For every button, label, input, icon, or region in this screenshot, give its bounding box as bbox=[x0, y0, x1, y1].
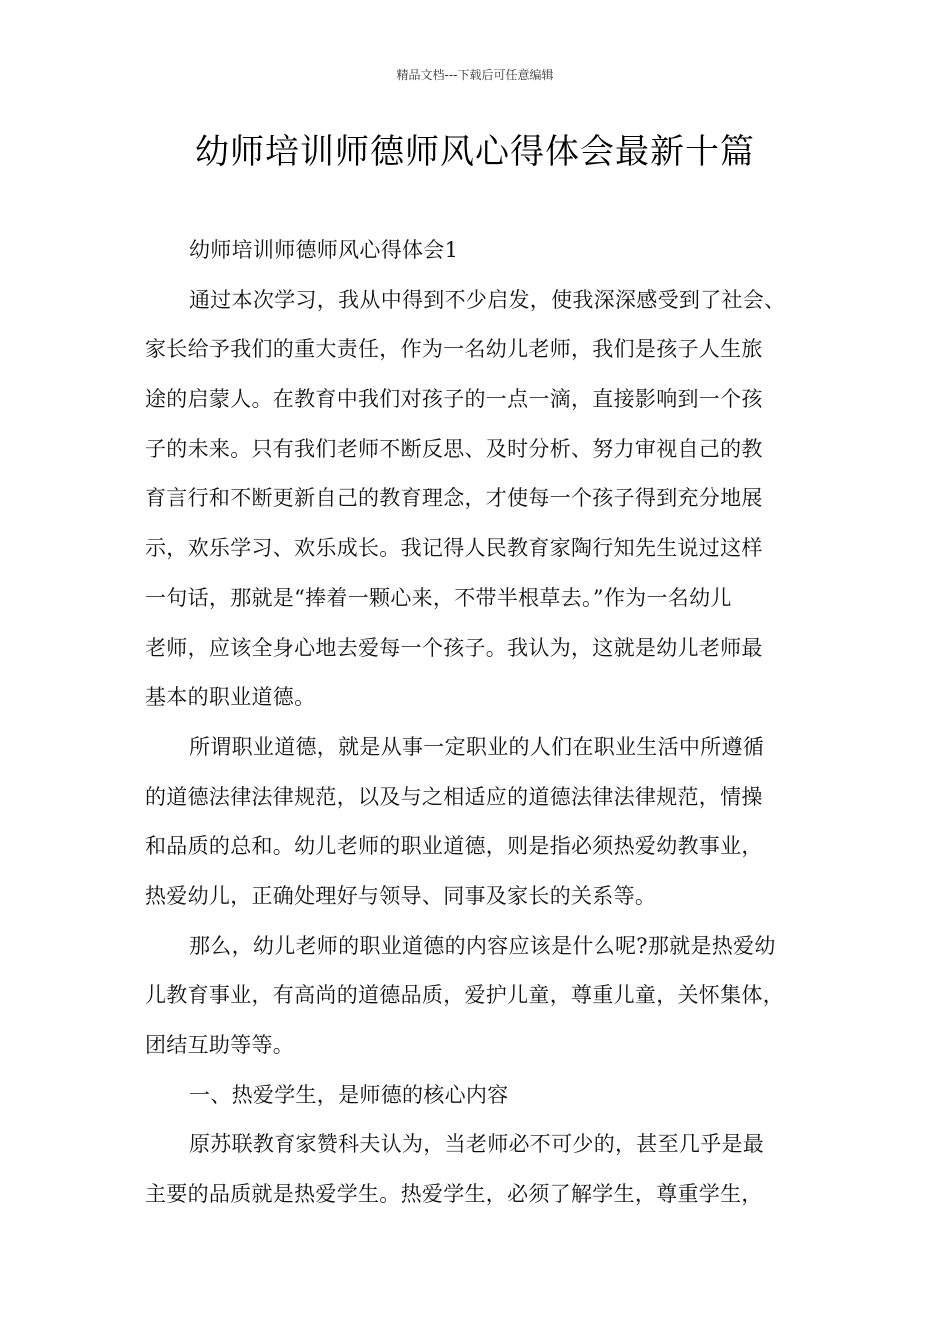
section-heading: 幼师培训师德师风心得体会1 bbox=[189, 238, 459, 262]
paragraph-line: 原苏联教育家赞科夫认为，当老师必不可少的，甚至几乎是最 bbox=[189, 1132, 765, 1157]
paragraph-line: 子的未来。只有我们老师不断反思、及时分析、努力审视自己的教 bbox=[145, 436, 763, 461]
paragraph-line: 通过本次学习，我从中得到不少启发，使我深深感受到了社会、 bbox=[189, 287, 786, 312]
paragraph-line: 基本的职业道德。 bbox=[145, 685, 316, 710]
paragraph-line: 育言行和不断更新自己的教育理念，才使每一个孩子得到充分地展 bbox=[145, 486, 763, 511]
paragraph-line: 一句话，那就是“捧着一颗心来，不带半根草去。”作为一名幼儿 bbox=[145, 585, 732, 610]
paragraph-line: 热爱幼儿，正确处理好与领导、同事及家长的关系等。 bbox=[145, 883, 657, 908]
paragraph-line: 团结互助等等。 bbox=[145, 1033, 295, 1057]
paragraph-line: 老师，应该全身心地去爱每一个孩子。我认为，这就是幼儿老师最 bbox=[145, 635, 763, 660]
header-note: 精品文档---下载后可任意编辑 bbox=[396, 68, 554, 82]
paragraph-line: 那么，幼儿老师的职业道德的内容应该是什么呢?那就是热爱幼 bbox=[189, 933, 776, 958]
paragraph-line: 的道德法律法律规范，以及与之相适应的道德法律法律规范，情操 bbox=[145, 784, 763, 809]
paragraph-line: 所谓职业道德，就是从事一定职业的人们在职业生活中所遵循 bbox=[189, 734, 765, 759]
section-heading: 一、热爱学生，是师德的核心内容 bbox=[189, 1082, 509, 1107]
document-title: 幼师培训师德师风心得体会最新十篇 bbox=[195, 132, 755, 172]
paragraph-line: 示，欢乐学习、欢乐成长。我记得人民教育家陶行知先生说过这样 bbox=[145, 536, 763, 561]
paragraph-line: 儿教育事业，有高尚的道德品质，爱护儿童，尊重儿童，关怀集体， bbox=[145, 983, 784, 1008]
document-body bbox=[145, 226, 825, 1220]
paragraph-line: 主要的品质就是热爱学生。热爱学生，必须了解学生，尊重学生， bbox=[145, 1182, 763, 1207]
paragraph-line: 途的启蒙人。在教育中我们对孩子的一点一滴，直接影响到一个孩 bbox=[145, 387, 763, 412]
paragraph-line: 家长给予我们的重大责任，作为一名幼儿老师，我们是孩子人生旅 bbox=[145, 337, 763, 362]
paragraph-line: 和品质的总和。幼儿老师的职业道德，则是指必须热爱幼教事业， bbox=[145, 834, 763, 859]
